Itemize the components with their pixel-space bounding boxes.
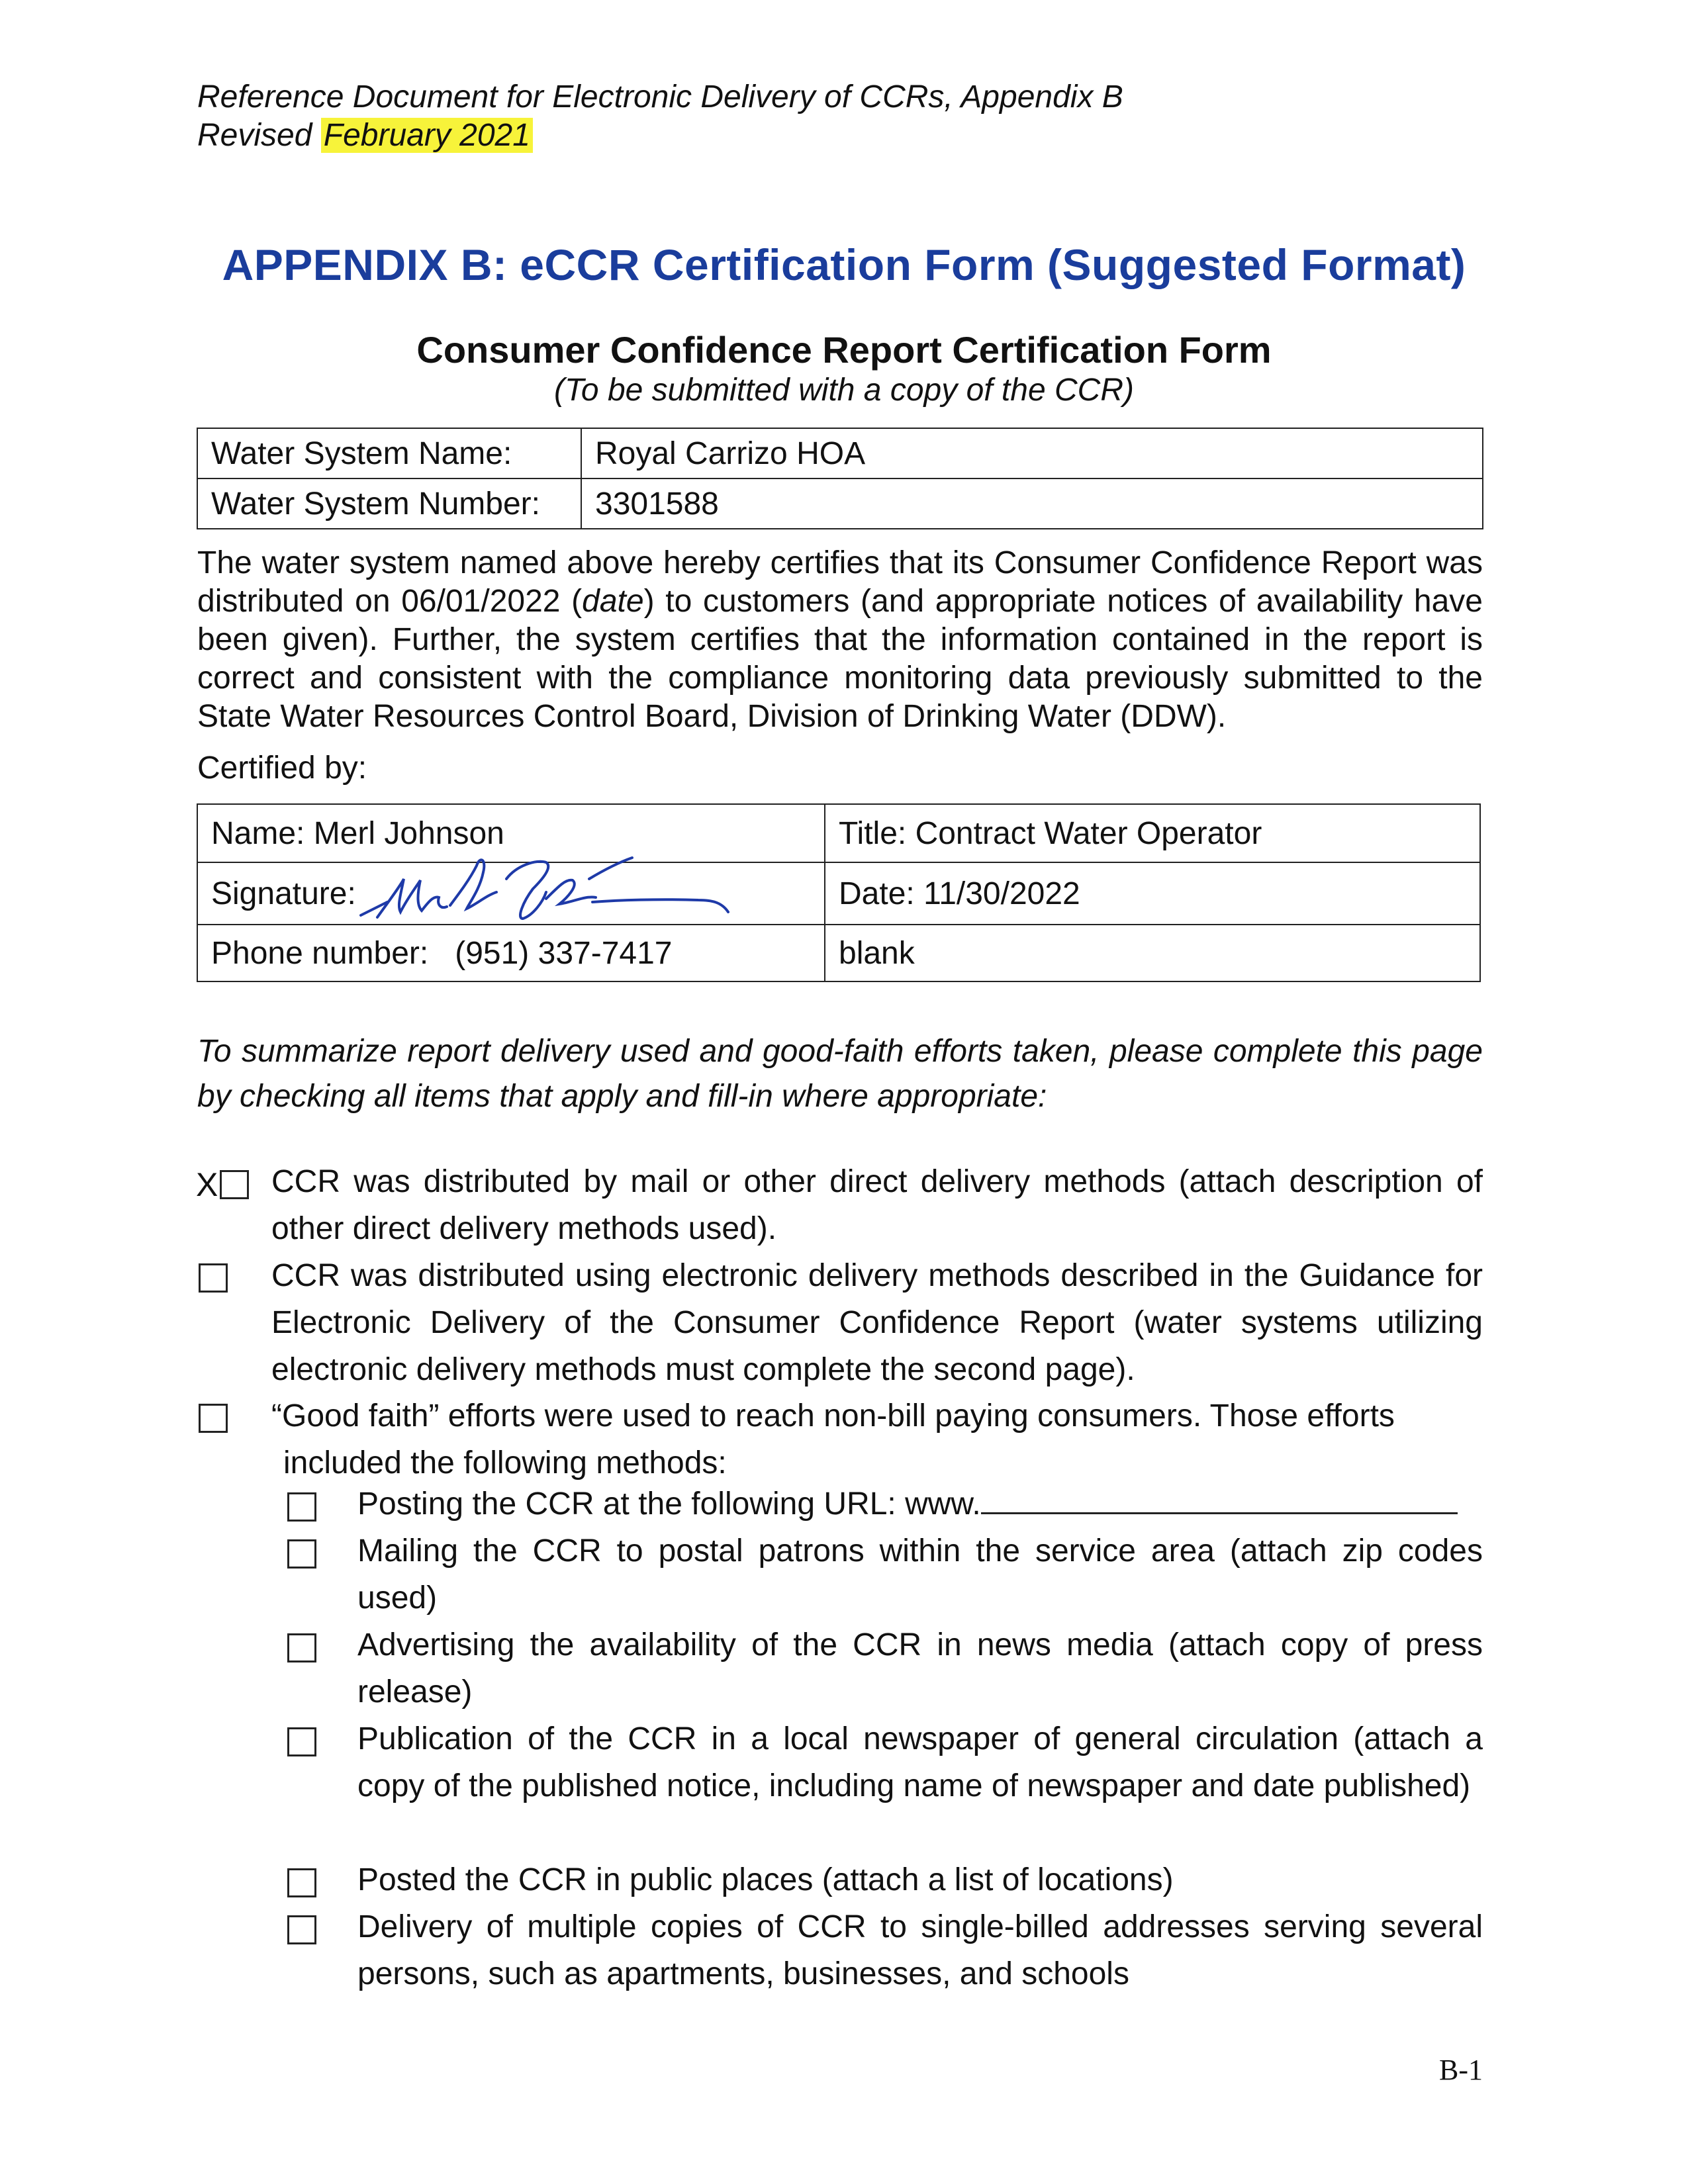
multiple-copies-option: Delivery of multiple copies of CCR to single-billed addresses serving several persons, such as apartments, businesses, and schools xyxy=(357,1909,1483,1991)
good-faith-option-line1: “Good faith” efforts were used to reach non-bill paying consumers. Those efforts xyxy=(271,1398,1395,1433)
reference-header: Reference Document for Electronic Delivery of CCRs, Appendix B xyxy=(197,79,1123,114)
advertising-checkbox[interactable] xyxy=(287,1633,316,1662)
system-name-label: Water System Name: xyxy=(197,428,581,478)
certifier-date[interactable]: Date: 11/30/2022 xyxy=(825,862,1480,925)
revised-prefix: Revised xyxy=(197,118,321,153)
instructions-text: To summarize report delivery used and good-faith efforts taken, please complete this page by checking all items that apply and fill-in where appropriate: xyxy=(197,1034,1483,1114)
form-subtitle: (To be submitted with a copy of the CCR) xyxy=(554,373,1134,408)
electronic-delivery-option: CCR was distributed using electronic delivery methods described in the Guidance for Electronic Delivery of the Consumer Confidence Report (water systems utilizing electronic delivery methods must complete the second page). xyxy=(271,1258,1483,1387)
mail-delivery-checkbox[interactable] xyxy=(220,1170,249,1199)
signature-label: Signature: xyxy=(211,876,356,911)
system-name-value[interactable]: Royal Carrizo HOA xyxy=(581,428,1483,478)
checked-mark: X xyxy=(196,1166,218,1203)
certified-by-label: Certified by: xyxy=(197,751,367,786)
url-posting-option xyxy=(357,1480,1483,1527)
advertising-option: Advertising the availability of the CCR in news media (attach copy of press release) xyxy=(357,1627,1483,1709)
certification-paragraph: The water system named above hereby certifies that its Consumer Confidence Report was distributed on 06/01/2022 (date) to customers (and appropriate notices of availability have been given). Further, the system certifies that the information contained in the report is correct and consistent with the compliance monitoring data previously submitted to the State Water Resources Control Board, Division of Drinking Water (DDW). xyxy=(197,545,1483,734)
certifier-name[interactable]: Name: Merl Johnson xyxy=(197,804,825,862)
url-posting-checkbox[interactable] xyxy=(287,1492,316,1522)
electronic-delivery-checkbox[interactable] xyxy=(199,1263,228,1293)
page-number: B-1 xyxy=(1439,2054,1483,2086)
system-number-label: Water System Number: xyxy=(197,478,581,529)
postal-mailing-option: Mailing the CCR to postal patrons within the service area (attach zip codes used) xyxy=(357,1533,1483,1615)
phone-label: Phone number: xyxy=(211,935,429,971)
revised-date-highlight: February 2021 xyxy=(321,118,533,153)
handwritten-signature xyxy=(354,839,765,938)
cert-text-start: The water system named above hereby certifies that its Consumer Confidence Report was distributed on xyxy=(197,545,1483,619)
distribution-date[interactable]: 06/01/2022 xyxy=(401,584,561,619)
system-number-value[interactable]: 3301588 xyxy=(581,478,1483,529)
good-faith-checkbox[interactable] xyxy=(199,1404,228,1433)
cert-text-end: to customers (and appropriate notices of availability have been given). Further, the system certifies that the information contained in the report is correct and consistent with the compliance monitoring data previously submitted to the State Water Resources Control Board, Division of Drinking Water (DDW). xyxy=(197,584,1483,734)
newspaper-publication-option: Publication of the CCR in a local newspaper of general circulation (attach a copy of the published notice, including name of newspaper and date published) xyxy=(357,1721,1483,1803)
public-places-checkbox[interactable] xyxy=(287,1868,316,1897)
certifier-title[interactable]: Title: Contract Water Operator xyxy=(825,804,1480,862)
mail-delivery-option: CCR was distributed by mail or other direct delivery methods (attach description of other direct delivery methods used). xyxy=(271,1164,1483,1246)
form-title: Consumer Confidence Report Certification Form xyxy=(416,329,1272,371)
public-places-option: Posted the CCR in public places (attach a list of locations) xyxy=(357,1862,1174,1897)
newspaper-publication-checkbox[interactable] xyxy=(287,1727,316,1756)
appendix-title: APPENDIX B: eCCR Certification Form (Suggested Format) xyxy=(222,240,1466,289)
table-row xyxy=(197,428,1483,478)
table-row xyxy=(197,478,1483,529)
water-system-table xyxy=(197,428,1483,529)
blank-cell[interactable]: blank xyxy=(825,925,1480,981)
postal-mailing-checkbox[interactable] xyxy=(287,1539,316,1569)
url-input-line[interactable] xyxy=(981,1486,1458,1514)
revised-header xyxy=(197,116,533,155)
good-faith-option-line2: included the following methods: xyxy=(283,1445,727,1480)
phone-value: (951) 337-7417 xyxy=(455,935,673,971)
url-posting-text: Posting the CCR at the following URL: www. xyxy=(357,1486,981,1522)
multiple-copies-checkbox[interactable] xyxy=(287,1915,316,1944)
date-word: date xyxy=(582,584,644,619)
